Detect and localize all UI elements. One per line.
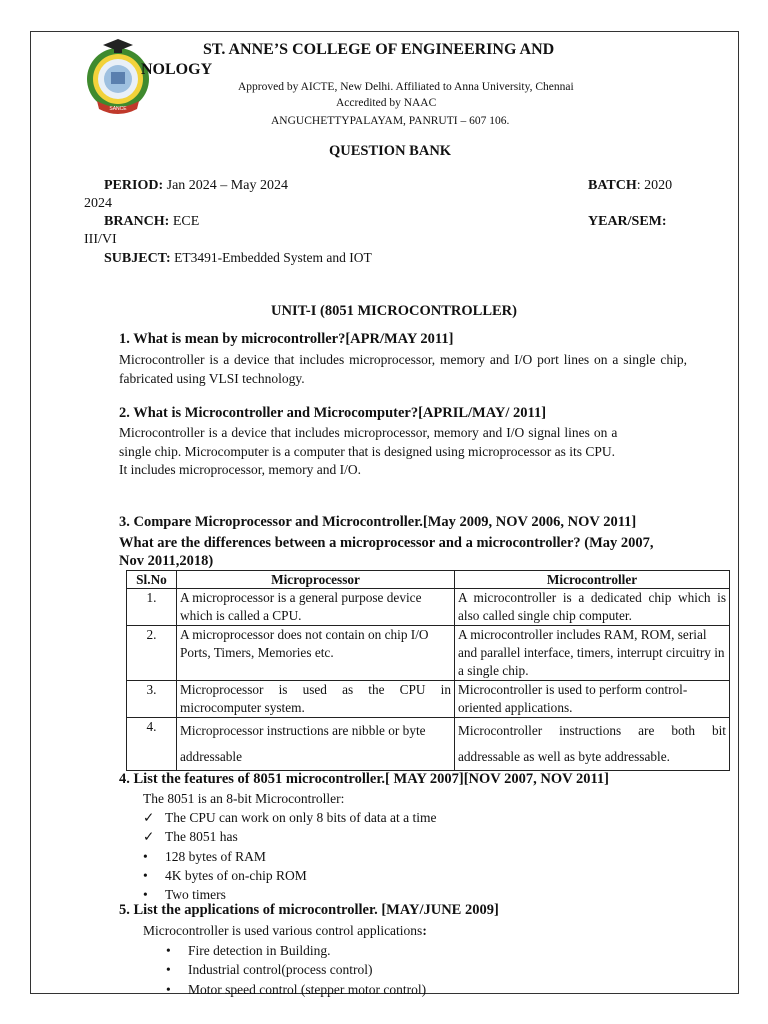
question-4-title: 4. List the features of 8051 microcontroller.[ MAY 2007][NOV 2007, NOV 2011]	[119, 771, 609, 787]
approval-line: Approved by AICTE, New Delhi. Affiliated to Anna University, Chennai	[238, 81, 574, 93]
question-3-subtitle-line1: What are the differences between a microprocessor and a microcontroller? (May 2007,	[119, 535, 654, 551]
question-3-subtitle-line2: Nov 2011,2018)	[119, 553, 214, 569]
table-row	[127, 718, 730, 771]
period-row	[104, 178, 288, 194]
bullet-icon: •	[166, 981, 171, 997]
header-microprocessor: Microprocessor	[177, 571, 455, 589]
header-microcontroller: Microcontroller	[455, 571, 730, 589]
list-item-text: Two timers	[165, 887, 226, 903]
question-1-answer: Microcontroller is a device that includes microprocessor, memory and I/O port lines on a single chip, fabricated using VLSI technology.	[119, 352, 687, 386]
features-list	[143, 808, 436, 904]
table-cell: A microcontroller is a dedicated chip which is also called single chip computer.	[455, 589, 730, 626]
question-4-intro: The 8051 is an 8-bit Microcontroller:	[143, 791, 345, 806]
list-item	[143, 827, 436, 846]
list-item-text: The 8051 has	[165, 829, 238, 845]
bullet-icon: •	[166, 943, 171, 958]
table-cell: A microprocessor is a general purpose device which is called a CPU.	[177, 589, 455, 626]
check-icon: ✓	[143, 829, 155, 845]
question-2-answer-line1: Microcontroller is a device that includes microprocessor, memory and I/O signal lines on a	[119, 425, 618, 440]
bullet-icon: •	[143, 848, 148, 864]
list-item	[166, 980, 426, 999]
table-header-row	[127, 571, 730, 589]
accreditation-line: Accredited by NAAC	[336, 97, 437, 109]
table-row	[127, 681, 730, 718]
question-5-title: 5. List the applications of microcontroller. [MAY/JUNE 2009]	[119, 902, 499, 918]
question-2-title: 2. What is Microcontroller and Microcomputer?[APRIL/MAY/ 2011]	[119, 405, 547, 421]
question-2-answer-line3: It includes microprocessor, memory and I/O.	[119, 462, 362, 477]
question-2-answer-line2: single chip. Microcomputer is a computer that is designed using microprocessor as its CPU.	[119, 444, 616, 459]
table-cell: Microcontroller instructions are both bit addressable as well as byte addressable.	[455, 718, 730, 771]
check-icon: ✓	[143, 810, 155, 825]
period-value: Jan 2024 – May 2024	[166, 178, 288, 193]
table-cell: A microcontroller includes RAM, ROM, serial and parallel interface, timers, interrupt circuitry in a single chip.	[455, 626, 730, 681]
college-name: ST. ANNE’S COLLEGE OF ENGINEERING AND	[203, 41, 555, 58]
table-row	[127, 589, 730, 626]
list-item-text: Motor speed control (stepper motor control)	[188, 981, 427, 997]
list-item	[166, 960, 426, 979]
subject-label: SUBJECT:	[104, 251, 171, 266]
list-item	[166, 941, 426, 960]
college-name-continued: NOLOGY	[141, 61, 213, 78]
subject-value: ET3491-Embedded System and IOT	[174, 250, 372, 265]
svg-text:SANCE: SANCE	[109, 106, 127, 112]
bullet-icon: •	[166, 962, 171, 978]
table-cell: Microprocessor is used as the CPU in microcomputer system.	[177, 681, 455, 718]
question-5-intro	[143, 923, 427, 939]
yearsem-label: YEAR/SEM:	[588, 214, 667, 229]
batch-label: BATCH	[588, 178, 637, 193]
question-3-title: 3. Compare Microprocessor and Microcontroller.[May 2009, NOV 2006, NOV 2011]	[119, 514, 637, 530]
applications-list	[166, 941, 426, 999]
list-item	[143, 847, 436, 866]
list-item-text: 128 bytes of RAM	[165, 848, 266, 864]
branch-row	[104, 214, 199, 230]
branch-label: BRANCH:	[104, 214, 170, 229]
list-item-text: Fire detection in Building.	[188, 943, 331, 958]
list-item-text: 4K bytes of on-chip ROM	[165, 867, 307, 883]
table-cell: 2.	[127, 626, 177, 681]
table-cell: 1.	[127, 589, 177, 626]
table-cell: 4.	[127, 718, 177, 771]
bullet-icon: •	[143, 867, 148, 883]
table-cell: Microprocessor instructions are nibble or byte addressable	[177, 718, 455, 771]
yearsem-value: III/VI	[84, 232, 117, 247]
period-label: PERIOD:	[104, 178, 164, 193]
header-slno: Sl.No	[127, 571, 177, 589]
table-cell: A microprocessor does not contain on chip I/O Ports, Timers, Memories etc.	[177, 626, 455, 681]
question-5-intro-colon: :	[422, 923, 427, 938]
question-1-title: 1. What is mean by microcontroller?[APR/MAY 2011]	[119, 331, 454, 347]
subject-row	[104, 250, 372, 267]
comparison-table	[126, 570, 730, 771]
unit-title: UNIT-I (8051 MICROCONTROLLER)	[271, 303, 517, 319]
table-cell: 3.	[127, 681, 177, 718]
list-item	[143, 866, 436, 885]
branch-value: ECE	[172, 214, 200, 229]
batch-row	[588, 178, 672, 194]
question-5-intro-text: Microcontroller is used various control applications	[143, 923, 423, 938]
bullet-icon: •	[143, 887, 148, 903]
table-cell: Microcontroller is used to perform control-oriented applications.	[455, 681, 730, 718]
list-item-text: The CPU can work on only 8 bits of data at a time	[165, 810, 437, 825]
doc-title: QUESTION BANK	[329, 143, 452, 159]
batch-wrap: 2024	[84, 196, 112, 211]
list-item-text: Industrial control(process control)	[188, 962, 373, 978]
list-item	[143, 808, 436, 827]
address-line: ANGUCHETTYPALAYAM, PANRUTI – 607 106.	[271, 115, 510, 127]
table-row	[127, 626, 730, 681]
batch-value: : 2020	[636, 178, 673, 193]
